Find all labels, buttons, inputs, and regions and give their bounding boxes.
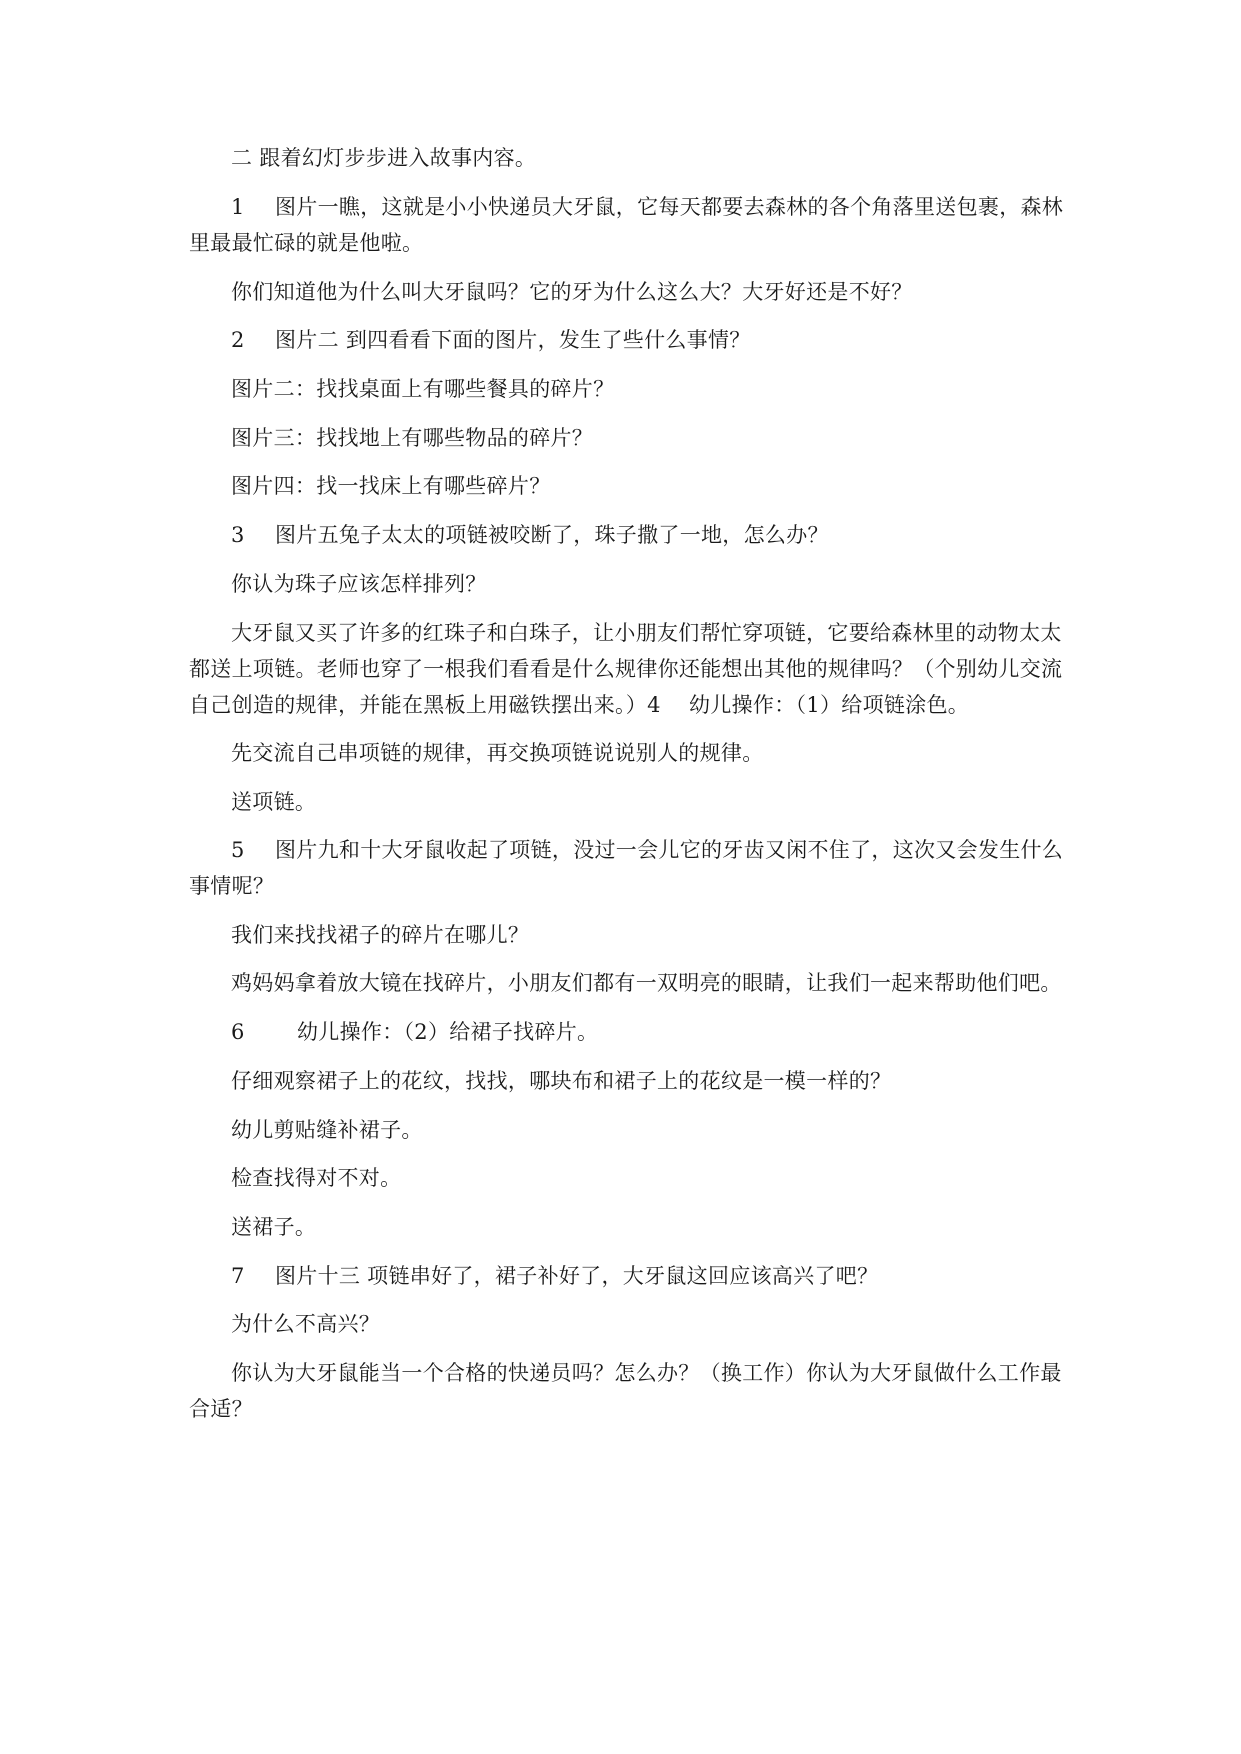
paragraph-text: 图片五兔子太太的项链被咬断了，珠子撒了一地，怎么办？ <box>275 523 829 547</box>
paragraph <box>189 274 1069 310</box>
paragraph-text: 图片三：找找地上有哪些物品的碎片？ <box>231 426 594 450</box>
paragraph <box>189 1209 1069 1245</box>
paragraph <box>189 1112 1069 1148</box>
paragraph-section-heading <box>189 140 1069 176</box>
paragraph-item-6 <box>189 1014 1069 1050</box>
paragraph <box>189 468 1069 504</box>
paragraph-text: 二 跟着幻灯步步进入故事内容。 <box>231 146 537 170</box>
paragraph-text: 图片十三 项链串好了，裙子补好了，大牙鼠这回应该高兴了吧？ <box>275 1264 879 1288</box>
paragraph-text: 大牙鼠又买了许多的红珠子和白珠子，让小朋友们帮忙穿项链，它要给森林里的动物太太都送上项链。老师也穿了一根我们看看是什么规律你还能想出其他的规律吗？（个别幼儿交流自己创造的规律，并能在黑板上用磁铁摆出来。）4 幼儿操作：（1）给项链涂色。 <box>189 621 1063 717</box>
paragraph <box>189 965 1069 1001</box>
paragraph <box>189 420 1069 456</box>
paragraph-text: 图片四：找一找床上有哪些碎片？ <box>231 474 551 498</box>
paragraph-item-5 <box>189 832 1069 904</box>
paragraph-text: 先交流自己串项链的规律，再交换项链说说别人的规律。 <box>231 741 764 765</box>
item-number: 7 <box>231 1264 245 1288</box>
paragraph <box>189 1306 1069 1342</box>
paragraph <box>189 1063 1069 1099</box>
paragraph <box>189 917 1069 953</box>
paragraph <box>189 1355 1069 1427</box>
paragraph-item-3 <box>189 517 1069 553</box>
paragraph-text: 检查找得对不对。 <box>231 1166 402 1190</box>
paragraph-text: 你们知道他为什么叫大牙鼠吗？它的牙为什么这么大？大牙好还是不好？ <box>231 280 913 304</box>
paragraph-text: 图片二 到四看看下面的图片，发生了些什么事情？ <box>275 328 751 352</box>
paragraph-item-1 <box>189 189 1069 261</box>
paragraph <box>189 735 1069 771</box>
paragraph-item-7 <box>189 1258 1069 1294</box>
item-number: 3 <box>231 523 245 547</box>
paragraph-long <box>189 615 1069 723</box>
paragraph <box>189 566 1069 602</box>
item-number: 1 <box>231 195 245 219</box>
item-number: 2 <box>231 328 245 352</box>
paragraph-text: 你认为珠子应该怎样排列？ <box>231 572 487 596</box>
paragraph-text: 仔细观察裙子上的花纹，找找，哪块布和裙子上的花纹是一模一样的？ <box>231 1069 892 1093</box>
paragraph-text: 我们来找找裙子的碎片在哪儿？ <box>231 923 530 947</box>
paragraph-text: 鸡妈妈拿着放大镜在找碎片，小朋友们都有一双明亮的眼睛，让我们一起来帮助他们吧。 <box>231 971 1062 995</box>
paragraph-item-2 <box>189 322 1069 358</box>
item-number: 5 <box>231 838 245 862</box>
paragraph-text: 送项链。 <box>231 790 317 814</box>
paragraph <box>189 1160 1069 1196</box>
paragraph-text: 图片九和十大牙鼠收起了项链，没过一会儿它的牙齿又闲不住了，这次又会发生什么事情呢？ <box>189 838 1064 898</box>
item-number: 6 <box>231 1020 245 1044</box>
paragraph-text: 送裙子。 <box>231 1215 317 1239</box>
paragraph-text: 图片一瞧，这就是小小快递员大牙鼠，它每天都要去森林的各个角落里送包裹，森林里最最忙碌的就是他啦。 <box>189 195 1064 255</box>
paragraph-text: 幼儿操作：（2）给裙子找碎片。 <box>297 1020 599 1044</box>
paragraph <box>189 371 1069 407</box>
paragraph-text: 幼儿剪贴缝补裙子。 <box>231 1118 423 1142</box>
paragraph-text: 你认为大牙鼠能当一个合格的快递员吗？怎么办？（换工作）你认为大牙鼠做什么工作最合适？ <box>189 1361 1062 1421</box>
paragraph-text: 图片二：找找桌面上有哪些餐具的碎片？ <box>231 377 615 401</box>
paragraph-text: 为什么不高兴？ <box>231 1312 381 1336</box>
paragraph <box>189 784 1069 820</box>
